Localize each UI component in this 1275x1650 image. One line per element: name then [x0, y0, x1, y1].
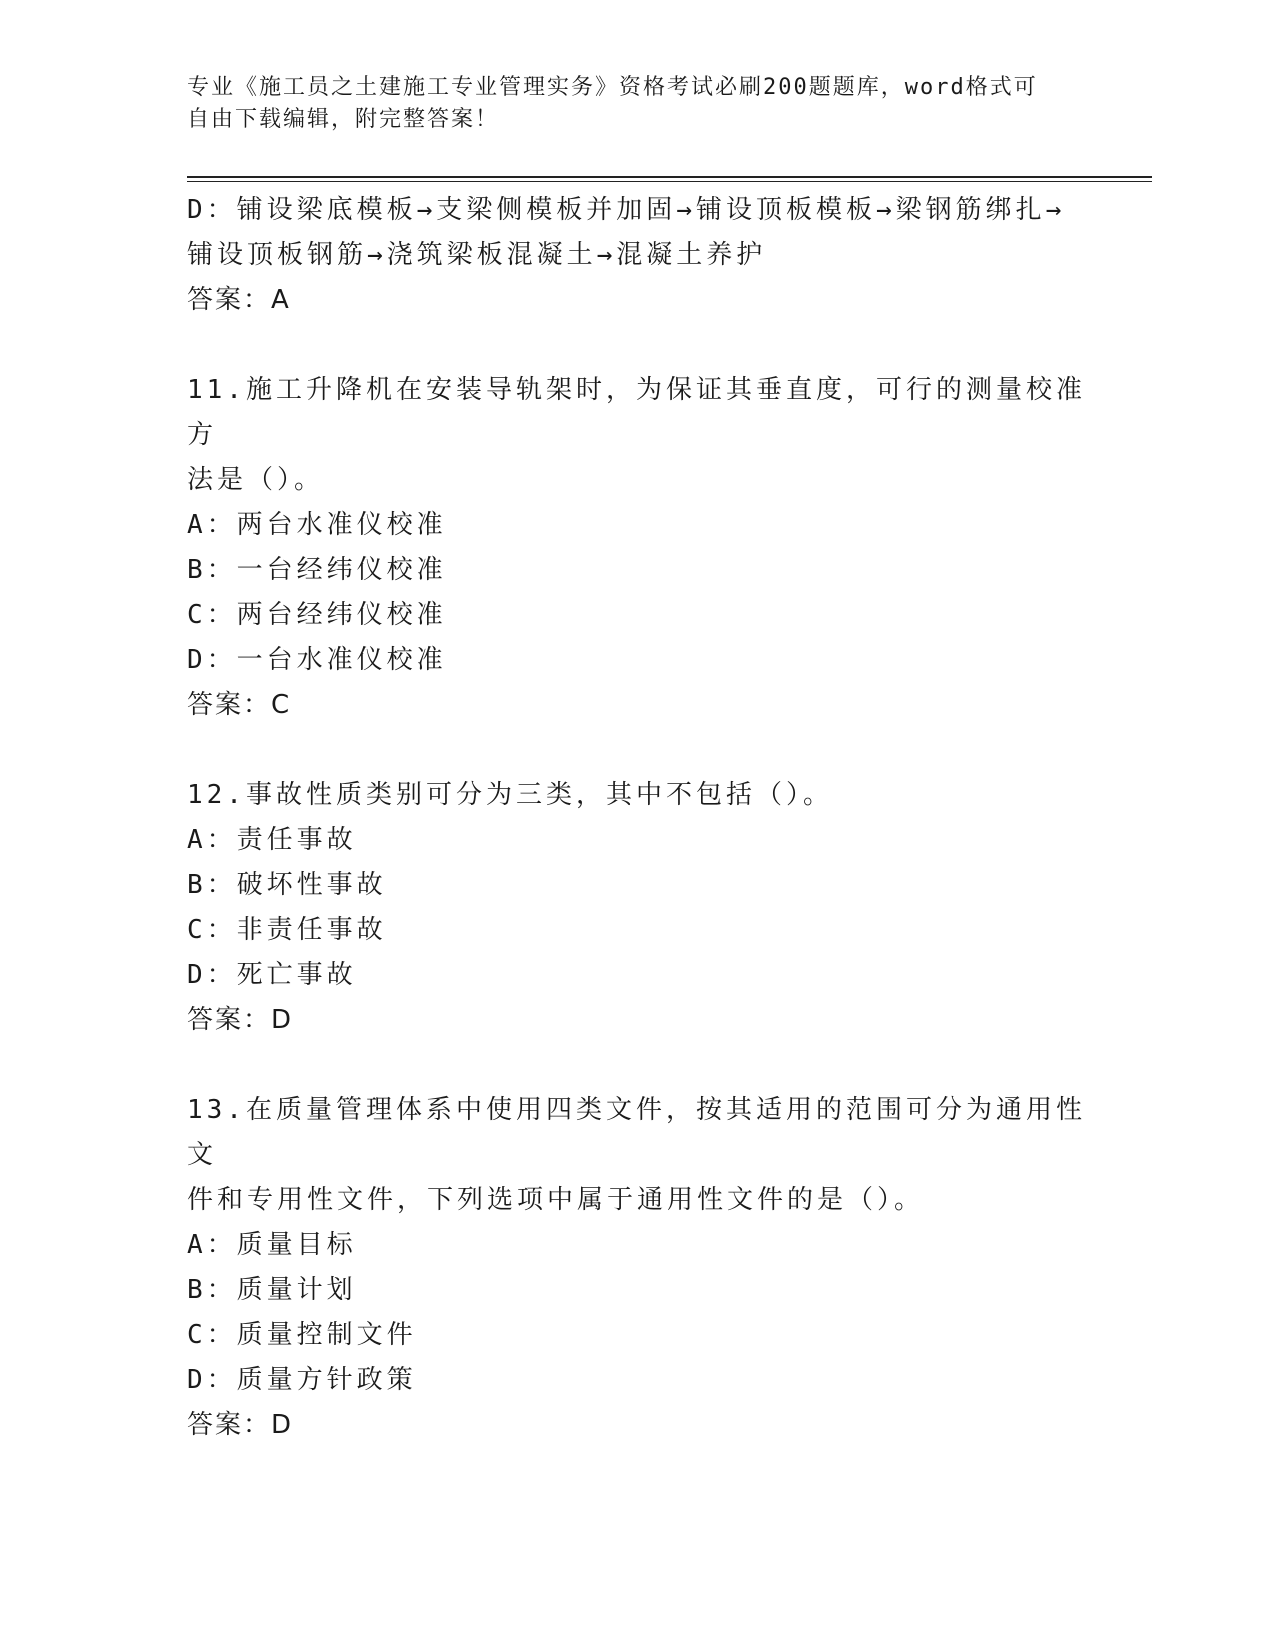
header-line-1: 专业《施工员之土建施工专业管理实务》资格考试必刷200题题库，word格式可 — [187, 75, 1038, 100]
option-b: B：破坏性事故 — [187, 870, 387, 900]
option-d-continued: 铺设顶板钢筋→浇筑梁板混凝土→混凝土养护 — [187, 240, 767, 270]
option-a: A：质量目标 — [187, 1230, 357, 1260]
question-12 — [187, 773, 1087, 1043]
option-d: D：铺设梁底模板→支梁侧模板并加固→铺设顶板模板→梁钢筋绑扎→ — [187, 195, 1066, 225]
answer: 答案：D — [187, 1005, 294, 1035]
header-divider-thick — [187, 176, 1152, 178]
spacer — [187, 1043, 1087, 1088]
question-stem-continued: 件和专用性文件，下列选项中属于通用性文件的是（）。 — [187, 1185, 925, 1215]
header-divider-thin — [187, 181, 1152, 182]
document-header — [187, 72, 1067, 136]
question-10-tail — [187, 188, 1087, 323]
question-list — [187, 188, 1087, 1448]
option-b: B：一台经纬仪校准 — [187, 555, 447, 585]
answer: 答案：C — [187, 690, 292, 720]
question-stem: 13.在质量管理体系中使用四类文件，按其适用的范围可分为通用性文 — [187, 1095, 1086, 1170]
option-c: C：非责任事故 — [187, 915, 387, 945]
option-b: B：质量计划 — [187, 1275, 357, 1305]
spacer — [187, 323, 1087, 368]
option-c: C：质量控制文件 — [187, 1320, 417, 1350]
answer: 答案：D — [187, 1410, 294, 1440]
option-a: A：两台水准仪校准 — [187, 510, 447, 540]
option-d: D：质量方针政策 — [187, 1365, 417, 1395]
question-stem: 12.事故性质类别可分为三类，其中不包括（）。 — [187, 780, 833, 810]
option-a: A：责任事故 — [187, 825, 357, 855]
spacer — [187, 728, 1087, 773]
question-13 — [187, 1088, 1087, 1448]
option-c: C：两台经纬仪校准 — [187, 600, 447, 630]
answer: 答案：A — [187, 285, 291, 315]
question-stem: 11.施工升降机在安装导轨架时，为保证其垂直度，可行的测量校准方 — [187, 375, 1086, 450]
option-d: D：一台水准仪校准 — [187, 645, 447, 675]
question-11 — [187, 368, 1087, 728]
option-d: D：死亡事故 — [187, 960, 357, 990]
question-stem-continued: 法是（）。 — [187, 465, 325, 495]
header-line-2: 自由下载编辑，附完整答案！ — [187, 107, 500, 132]
